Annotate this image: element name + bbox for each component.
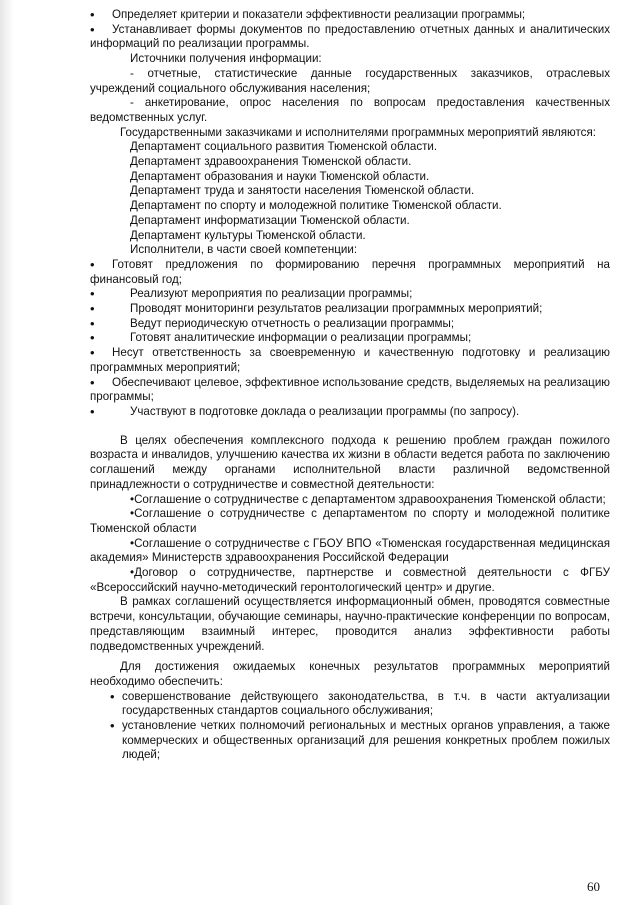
bullet-report-forms: • Устанавливает формы документов по предоставлению отчетных данных и аналитических информаций по реализации программы.: [90, 23, 610, 52]
scan-edge-shadow: [0, 0, 14, 905]
paragraph-goal: В целях обеспечения комплексного подхода к решению проблем граждан пожилого возраста и инвалидов, улучшению качества их жизни в области ведется работа по заключению соглашений между органами исполнительной власти различной ведомственной принадлежности о сотрудничестве и совместной деятельности:: [90, 433, 610, 491]
bullet-dot: •: [130, 536, 135, 550]
agreement-text: Соглашение о сотрудничестве с ГБОУ ВПО «Тюменская государственная медицинская академия» Министерств здравоохранения Российской Федерации: [90, 536, 610, 565]
paragraph-results: Для достижения ожидаемых конечных результатов программных мероприятий необходимо обеспечить:: [90, 660, 610, 688]
duty-item: • Проводят мониторинги результатов реализации программных мероприятий;: [90, 302, 610, 317]
duty-item: • Готовят предложения по формированию перечня программных мероприятий на финансовый год;: [90, 258, 610, 287]
agreement-text: Соглашение о сотрудничестве с департаментом здравоохранения Тюменской области;: [134, 492, 606, 506]
agreement-text: Соглашение о сотрудничестве с департаментом по спорту и молодежной политике Тюменской области: [90, 507, 610, 535]
paragraph-framework: В рамках соглашений осуществляется информационный обмен, проводятся совместные встречи, консультации, обучающие семинары, научно-практические конференции по вопросам, представляющим взаимный интерес, проводится анализ эффективности работы подведомственных учреждений.: [90, 595, 610, 653]
source-item-statistics: - отчетные, статистические данные государственных заказчиков, отраслевых учреждений социального обслуживания населения;: [90, 66, 610, 95]
agreement-item: [90, 493, 610, 508]
result-item: [90, 690, 610, 719]
department-item: Департамент образования и науки Тюменской области.: [130, 169, 430, 183]
paragraph-gap: [90, 420, 610, 434]
duty-item: • Реализуют мероприятия по реализации программы;: [90, 287, 610, 302]
department-item: Департамент культуры Тюменской области.: [130, 228, 366, 242]
duty-item: • Обеспечивают целевое, эффективное использование средств, выделяемых на реализацию программы;: [90, 376, 610, 405]
bullet-dot: •: [110, 688, 115, 704]
result-text: установление четких полномочий региональных и местных органов управления, а также коммерческих и общественных организаций для решения конкретных проблем пожилых людей;: [122, 719, 610, 762]
duty-item: • Несут ответственность за своевременную и качественную подготовку и реализацию программных мероприятий;: [90, 346, 610, 375]
result-text: совершенствование действующего законодательства, в т.ч. в части актуализации государственных стандартов социального обслуживания;: [122, 689, 610, 718]
duty-item: • Ведут периодическую отчетность о реализации программы;: [90, 317, 610, 332]
agreement-item: [90, 507, 610, 536]
duty-item: • Готовят аналитические информации о реализации программы;: [90, 331, 610, 346]
page-number: 60: [587, 879, 600, 895]
bullet-dot: •: [130, 507, 135, 521]
executors-title: Исполнители, в части своей компетенции:: [130, 243, 358, 257]
department-item: Департамент по спорту и молодежной политике Тюменской области.: [130, 199, 502, 213]
department-item: Департамент здравоохранения Тюменской области.: [130, 155, 412, 169]
source-item-survey: - анкетирование, опрос населения по вопросам предоставления качественных ведомственных услуг.: [90, 96, 610, 124]
bullet-dot: •: [130, 492, 135, 506]
bullet-dot: •: [130, 566, 135, 580]
customers-intro: Государственными заказчиками и исполнителями программных мероприятий являются:: [120, 125, 596, 139]
agreement-item: [90, 566, 610, 595]
duty-item: • Участвуют в подготовке доклада о реализации программы (по запросу).: [90, 405, 610, 420]
bullet-criteria: • Определяет критерии и показатели эффективности реализации программы;: [90, 8, 610, 23]
department-item: Департамент социального развития Тюменской области.: [130, 140, 438, 154]
sources-title: Источники получения информации:: [130, 52, 322, 66]
bullet-dot: •: [110, 718, 115, 734]
text-column: [90, 8, 610, 763]
department-item: Департамент труда и занятости населения Тюменской области.: [130, 184, 475, 198]
department-item: Департамент информатизации Тюменской области.: [130, 213, 410, 227]
agreement-text: Договор о сотрудничестве, партнерстве и совместной деятельности с ФГБУ «Всероссийский научно-методический геронтологический центр» и другие.: [90, 566, 610, 594]
result-item: [90, 719, 610, 763]
agreement-item: [90, 537, 610, 566]
